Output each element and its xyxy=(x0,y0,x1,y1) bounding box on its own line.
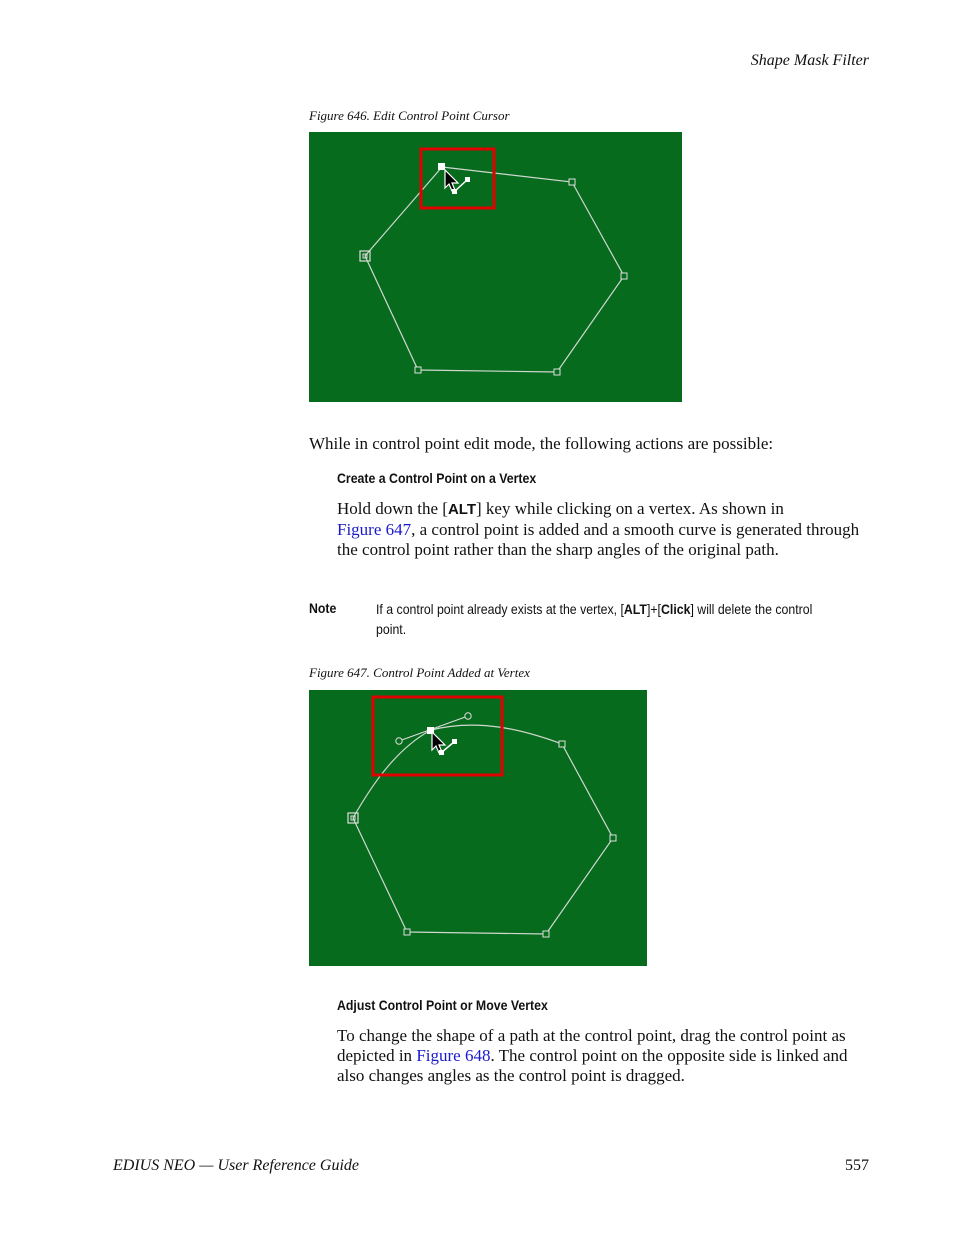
running-header: Shape Mask Filter xyxy=(750,52,869,69)
page-number: 557 xyxy=(845,1157,869,1174)
hexagon-path-illustration xyxy=(309,132,682,402)
alt-key: ALT xyxy=(623,601,647,617)
section-heading-create-control-point: Create a Control Point on a Vertex xyxy=(337,470,537,486)
vertex-marker xyxy=(559,741,565,747)
vertex-marker xyxy=(404,929,410,935)
curved-path-illustration xyxy=(309,690,647,966)
alt-key: ALT xyxy=(447,501,477,518)
vertex-marker xyxy=(610,835,616,841)
vertex-marker xyxy=(621,273,627,279)
figure-647-link[interactable]: Figure 647 xyxy=(337,520,412,539)
section-heading-adjust-control-point: Adjust Control Point or Move Vertex xyxy=(337,997,548,1013)
click-key: Click xyxy=(660,601,691,617)
note-label: Note xyxy=(309,600,337,616)
note-text: If a control point already exists at the vertex, [ALT]+[Click] will delete the control point. xyxy=(376,601,813,637)
mask-path xyxy=(353,725,613,934)
control-handle xyxy=(396,738,402,744)
arrow-cursor-icon xyxy=(432,732,445,753)
figure-648-link[interactable]: Figure 648 xyxy=(416,1046,491,1065)
selected-vertex-marker xyxy=(438,163,445,170)
intro-paragraph: While in control point edit mode, the following actions are possible: xyxy=(309,434,774,453)
section-2-paragraph: To change the shape of a path at the control point, drag the control point as depicted in Figure 648. The control point on the opposite side is linked and also changes angles as the control point is dragged. xyxy=(337,1026,848,1085)
figure-647-image xyxy=(309,690,647,966)
section-1-paragraph: Hold down the [ALT] key while clicking on a vertex. As shown in Figure 647, a control point is added and a smooth curve is generated through the control point rather than the sharp angles of the original path. xyxy=(337,499,860,559)
vertex-marker xyxy=(554,369,560,375)
vertex-marker xyxy=(415,367,421,373)
vertex-marker xyxy=(543,931,549,937)
figure-646-caption: Figure 646. Edit Control Point Cursor xyxy=(309,108,510,123)
arrow-cursor-icon xyxy=(445,170,458,191)
figure-646-image xyxy=(309,132,682,402)
footer-guide-title: EDIUS NEO — User Reference Guide xyxy=(113,1157,360,1174)
control-handle xyxy=(465,713,471,719)
figure-647-caption: Figure 647. Control Point Added at Vertex xyxy=(309,665,530,680)
highlight-box xyxy=(373,697,502,775)
vertex-marker xyxy=(569,179,575,185)
